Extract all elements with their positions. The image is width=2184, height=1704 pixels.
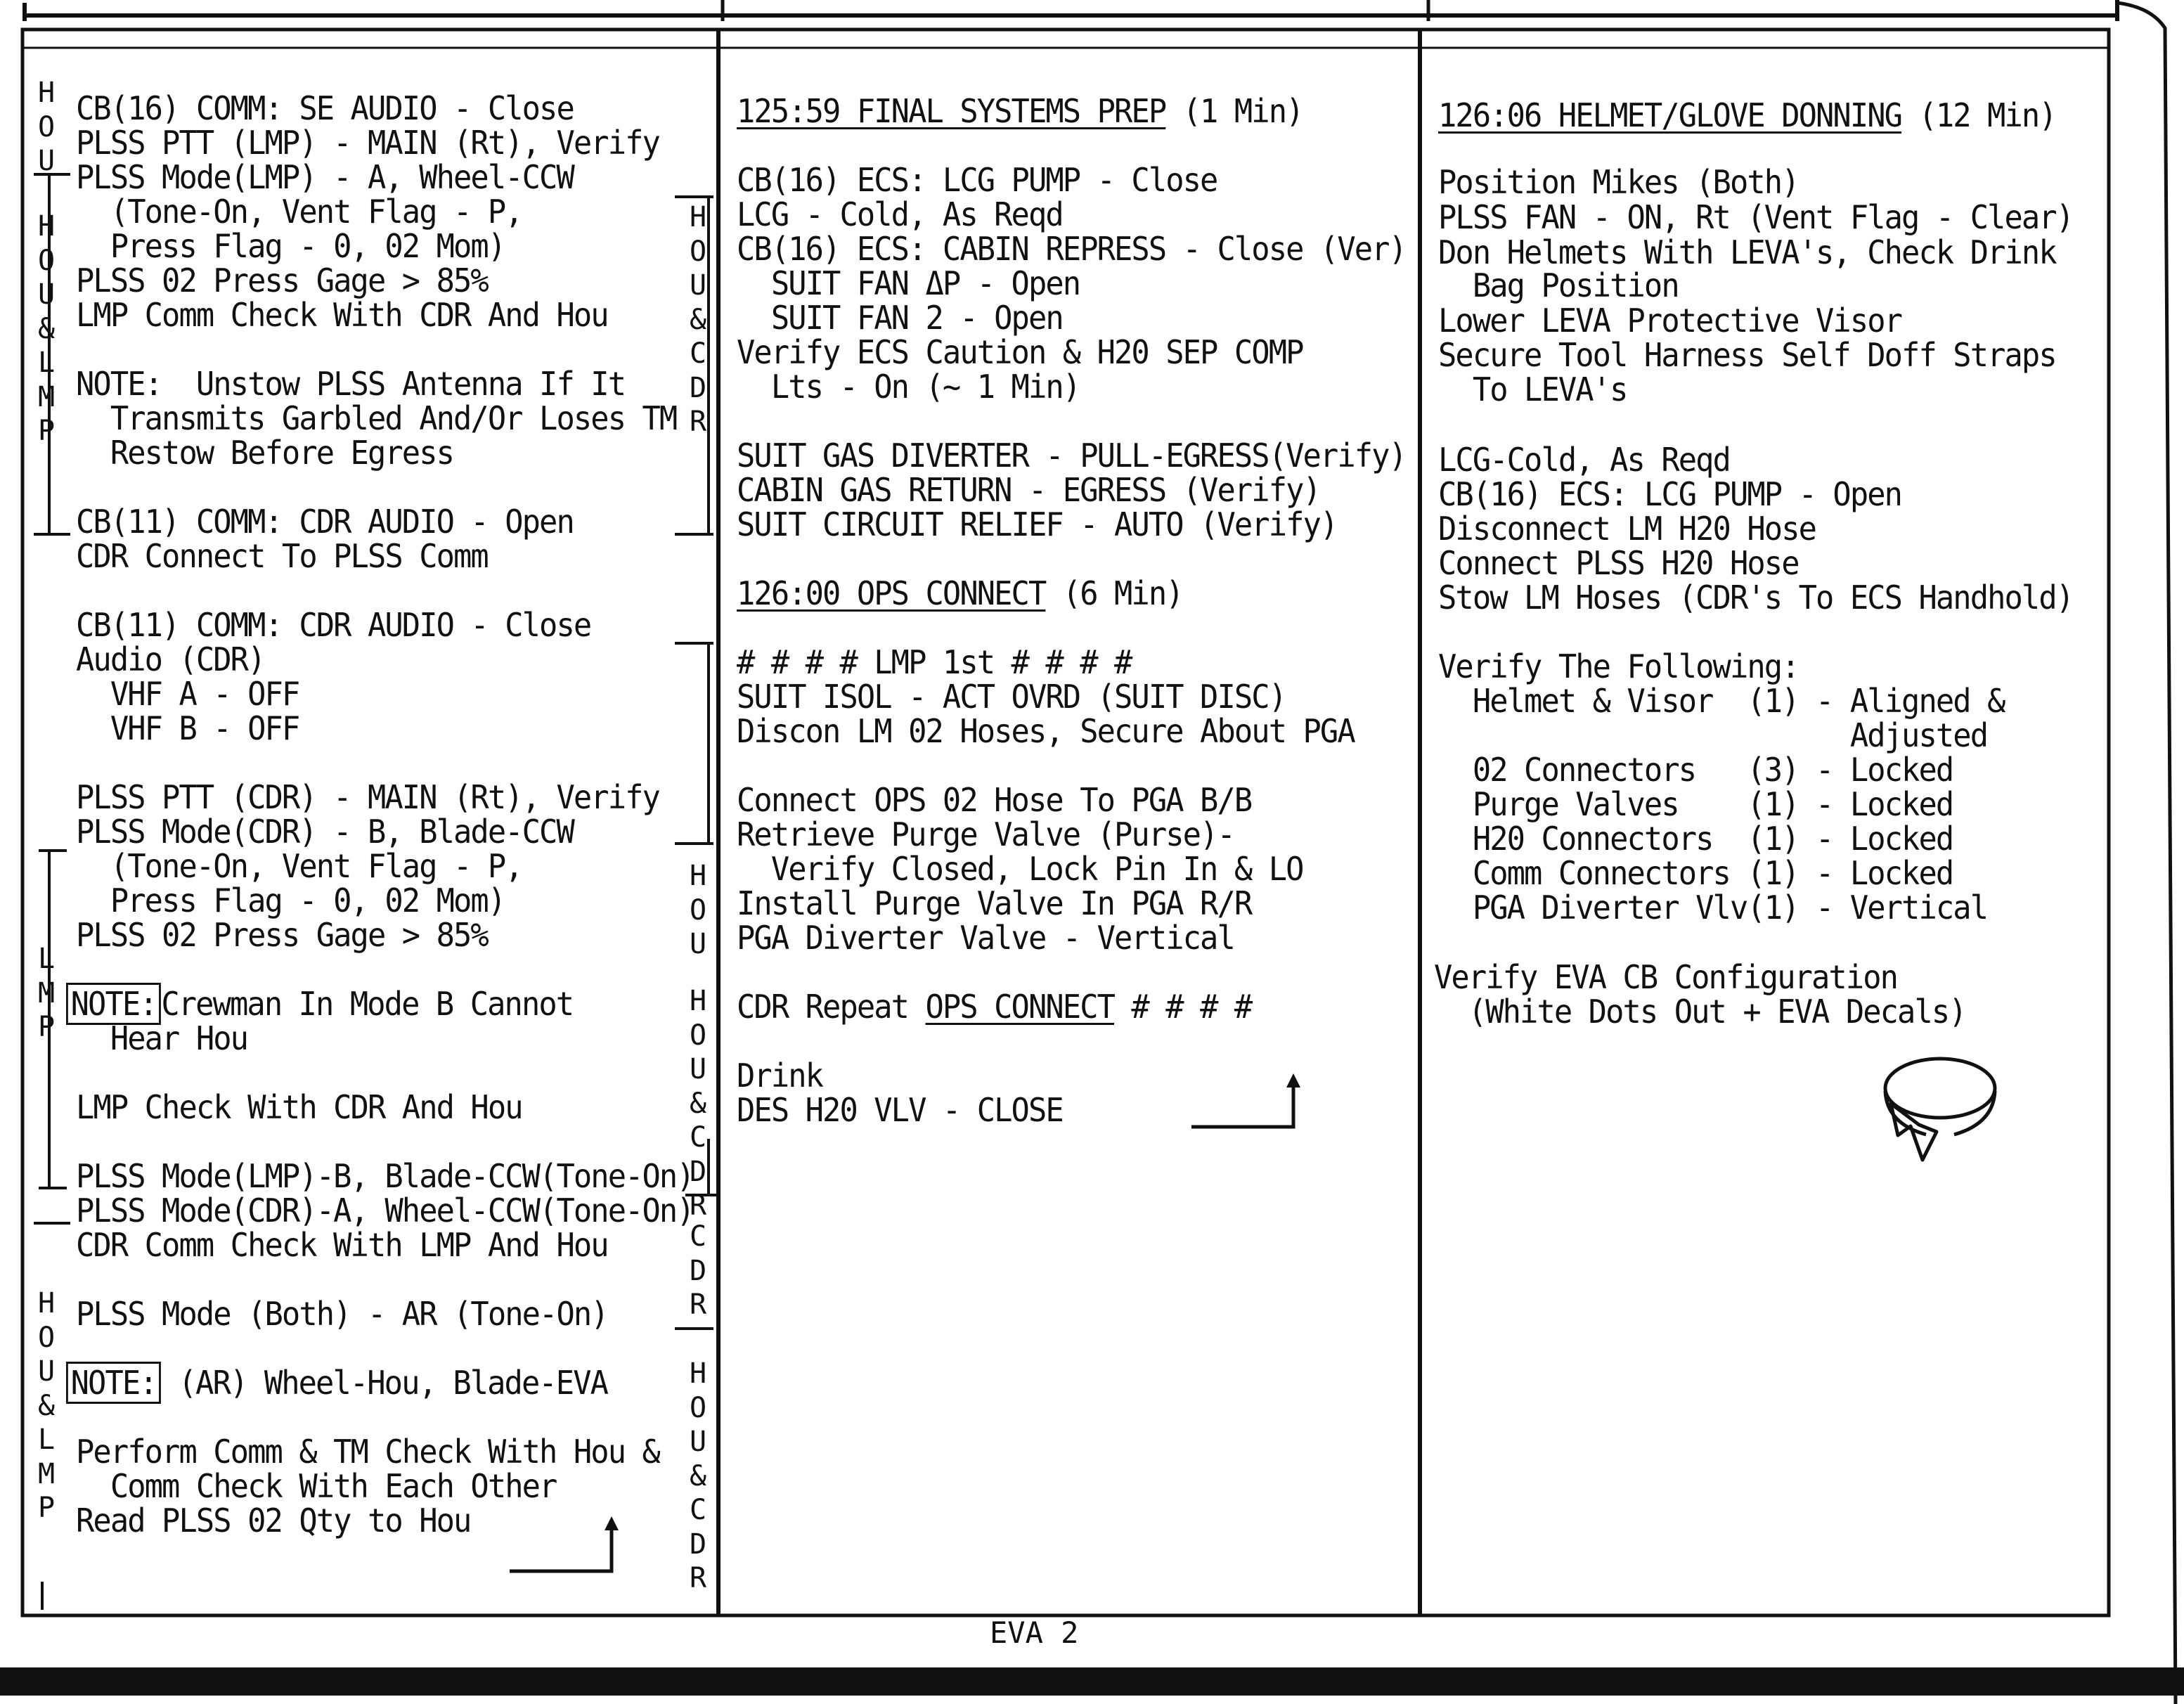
step: Stow LM Hoses (CDR's To ECS Handhold) <box>1438 579 2074 617</box>
step: PLSS PTT (LMP) - MAIN (Rt), Verify <box>76 124 659 162</box>
step: Verify EVA CB Configuration <box>1434 958 1898 996</box>
step: PLSS Mode(LMP)-B, Blade-CCW(Tone-On) <box>76 1157 694 1195</box>
step: Read PLSS 02 Qty to Hou <box>76 1502 471 1540</box>
note-text: Crewman In Mode B Cannot <box>161 985 574 1023</box>
step: SUIT GAS DIVERTER - PULL-EGRESS(Verify) <box>737 437 1406 475</box>
step: Secure Tool Harness Self Doff Straps <box>1438 336 2056 374</box>
step-ref: OPS CONNECT <box>925 988 1115 1026</box>
crew-label-hou-lmp: H O U & L M P <box>37 210 56 447</box>
step: CB(11) COMM: CDR AUDIO - Open <box>76 503 574 541</box>
step-text: CDR Repeat <box>737 988 926 1026</box>
continue-arrow-icon <box>1188 1072 1314 1135</box>
step: # # # # LMP 1st # # # # <box>737 643 1132 681</box>
step: LCG - Cold, As Reqd <box>737 195 1063 233</box>
verify-row: Comm Connectors (1) - Locked <box>1438 854 1953 892</box>
section-title: 125:59 FINAL SYSTEMS PREP <box>737 92 1166 130</box>
crew-label-hou-cdr: H O U & C D R <box>689 201 707 438</box>
step: PLSS 02 Press Gage > 85% <box>76 262 488 299</box>
step: PLSS Mode (Both) - AR (Tone-On) <box>76 1295 608 1333</box>
step: Discon LM 02 Hoses, Secure About PGA <box>737 712 1355 750</box>
step: SUIT FAN 2 - Open <box>737 299 1063 337</box>
step: Install Purge Valve In PGA R/R <box>737 884 1252 922</box>
step: CB(16) ECS: CABIN REPRESS - Close (Ver) <box>737 230 1406 268</box>
note-label: NOTE: <box>66 983 161 1025</box>
step: CB(11) COMM: CDR AUDIO - Close <box>76 606 591 644</box>
step: Verify ECS Caution & H20 SEP COMP <box>737 333 1303 371</box>
step: Press Flag - 0, 02 Mom) <box>76 882 505 919</box>
step: Verify The Following: <box>1438 647 1799 685</box>
note-block <box>66 1366 607 1400</box>
step: CDR Connect To PLSS Comm <box>76 537 488 575</box>
section-duration: (1 Min) <box>1165 92 1303 130</box>
crew-label-hou-cdr: H O U & C D R <box>689 985 707 1222</box>
verify-row: 02 Connectors (3) - Locked <box>1438 751 1953 789</box>
turn-page-arrow-icon <box>506 1515 626 1578</box>
section-header <box>1438 98 2056 133</box>
note: Transmits Garbled And/Or Loses TM <box>76 399 677 437</box>
step: LMP Check With CDR And Hou <box>76 1088 522 1126</box>
verify-row: H20 Connectors (1) - Locked <box>1438 820 1953 858</box>
step: VHF B - OFF <box>76 709 299 747</box>
step: PLSS FAN - ON, Rt (Vent Flag - Clear) <box>1438 198 2074 236</box>
section-header <box>737 576 1183 611</box>
turn-page-arrow-icon <box>1870 1047 2010 1167</box>
step: LMP Comm Check With CDR And Hou <box>76 296 608 334</box>
step: Press Flag - 0, 02 Mom) <box>76 227 505 265</box>
step: LCG-Cold, As Reqd <box>1438 441 1730 479</box>
step: CB(16) ECS: LCG PUMP - Open <box>1438 475 1902 513</box>
step: SUIT CIRCUIT RELIEF - AUTO (Verify) <box>737 505 1338 543</box>
step: PGA Diverter Valve - Vertical <box>737 919 1234 957</box>
step: PLSS Mode(CDR) - B, Blade-CCW <box>76 813 574 851</box>
crew-label-hou-cdr: H O U & C D R <box>689 1357 707 1594</box>
step: SUIT ISOL - ACT OVRD (SUIT DISC) <box>737 678 1286 716</box>
step <box>737 990 1251 1024</box>
step: Lts - On (~ 1 Min) <box>737 368 1080 406</box>
step: To LEVA's <box>1438 370 1627 408</box>
note-text: (AR) Wheel-Hou, Blade-EVA <box>161 1364 608 1402</box>
step: Don Helmets With LEVA's, Check Drink <box>1438 233 2056 271</box>
step: (White Dots Out + EVA Decals) <box>1434 993 1966 1031</box>
step: Connect OPS 02 Hose To PGA B/B <box>737 781 1252 819</box>
note: NOTE: Unstow PLSS Antenna If It <box>76 365 626 403</box>
verify-row: Purge Valves (1) - Locked <box>1438 785 1953 823</box>
step: (Tone-On, Vent Flag - P, <box>76 193 522 231</box>
step: PLSS Mode(LMP) - A, Wheel-CCW <box>76 158 574 196</box>
note-label: NOTE: <box>66 1362 161 1404</box>
step: Comm Check With Each Other <box>76 1467 557 1505</box>
section-title: 126:00 OPS CONNECT <box>737 574 1046 612</box>
note: Hear Hou <box>76 1019 248 1057</box>
step: Retrieve Purge Valve (Purse)- <box>737 815 1234 853</box>
crew-label-hou: H O U <box>689 860 707 960</box>
note-block <box>66 987 573 1021</box>
crew-label-hou: H O U <box>37 77 56 177</box>
step: Disconnect LM H20 Hose <box>1438 510 1816 548</box>
step: VHF A - OFF <box>76 675 299 713</box>
note: Restow Before Egress <box>76 434 454 472</box>
verify-row: Adjusted <box>1438 716 1988 754</box>
crew-label-cdr: C D R <box>689 1220 707 1321</box>
verify-row: Helmet & Visor (1) - Aligned & <box>1438 682 2005 720</box>
step: Drink <box>737 1057 823 1095</box>
crew-label-lmp: L M P <box>37 943 56 1043</box>
step: CB(16) ECS: LCG PUMP - Close <box>737 161 1217 199</box>
step: PLSS Mode(CDR)-A, Wheel-CCW(Tone-On) <box>76 1192 694 1229</box>
step-text: # # # # <box>1114 988 1252 1026</box>
section-title: 126:06 HELMET/GLOVE DONNING <box>1438 96 1902 134</box>
step: Verify Closed, Lock Pin In & LO <box>737 850 1303 888</box>
page-footer: EVA 2 <box>990 1615 1079 1650</box>
step: CDR Comm Check With LMP And Hou <box>76 1226 608 1264</box>
step: (Tone-On, Vent Flag - P, <box>76 847 522 885</box>
step: PLSS 02 Press Gage > 85% <box>76 916 488 954</box>
crew-label-hou-lmp: H O U & L M P <box>37 1287 56 1524</box>
step: Audio (CDR) <box>76 640 265 678</box>
step: Position Mikes (Both) <box>1438 163 1799 201</box>
section-duration: (6 Min) <box>1045 574 1183 612</box>
section-duration: (12 Min) <box>1901 96 2056 134</box>
verify-row: PGA Diverter Vlv(1) - Vertical <box>1438 889 1988 927</box>
step: DES H20 VLV - CLOSE <box>737 1091 1063 1129</box>
step: Perform Comm & TM Check With Hou & <box>76 1433 659 1471</box>
step: CABIN GAS RETURN - EGRESS (Verify) <box>737 471 1320 509</box>
step: Lower LEVA Protective Visor <box>1438 302 1902 340</box>
section-header <box>737 94 1303 129</box>
step: Connect PLSS H20 Hose <box>1438 544 1799 582</box>
step: CB(16) COMM: SE AUDIO - Close <box>76 89 574 127</box>
step: SUIT FAN ΔP - Open <box>737 264 1080 302</box>
step: Bag Position <box>1438 266 1679 304</box>
step: PLSS PTT (CDR) - MAIN (Rt), Verify <box>76 778 659 816</box>
